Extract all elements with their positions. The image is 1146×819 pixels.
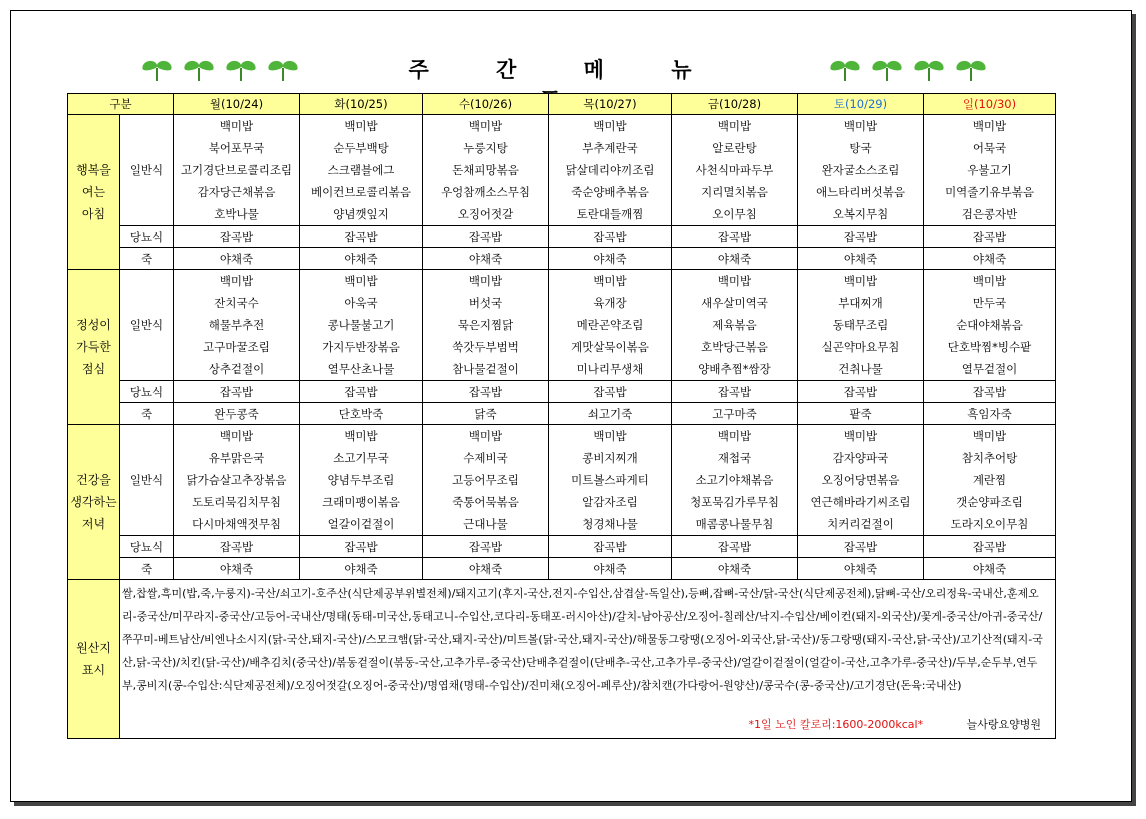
porridge-cell-tue: 단호박죽 xyxy=(300,403,423,425)
porridge-cell-fri: 고구마죽 xyxy=(672,403,798,425)
dish-item: 닭가슴살고추장볶음 xyxy=(186,473,287,487)
dish-item: 백미밥 xyxy=(717,274,752,288)
dish-item: 죽순양배추볶음 xyxy=(571,185,649,199)
dish-item: 계란찜 xyxy=(972,473,1007,487)
dish-item: 양념깻잎지 xyxy=(333,207,389,221)
origin-label xyxy=(68,580,120,739)
dish-item: 재첩국 xyxy=(717,451,752,465)
dish-item: 지리멸치볶음 xyxy=(701,185,768,199)
diabetic-cell-thu: 잡곡밥 xyxy=(549,381,672,403)
dish-item: 백미밥 xyxy=(717,429,752,443)
dish-item: 백미밥 xyxy=(344,429,378,443)
dish-item: 오이무침 xyxy=(712,207,757,221)
diabetic-cell-sun: 잡곡밥 xyxy=(924,226,1056,248)
day-header-fri: 금(10/28) xyxy=(672,94,798,115)
meal-diabetic-row xyxy=(68,226,1056,248)
meal-section-label-line: 건강을 xyxy=(76,473,111,487)
meal-section-label-line: 가득한 xyxy=(76,340,111,354)
porridge-cell-mon: 야채죽 xyxy=(174,558,300,580)
sprout-icon xyxy=(912,58,946,82)
dish-item: 백미밥 xyxy=(972,429,1007,443)
dish-item: 백미밥 xyxy=(468,429,503,443)
dish-item: 다시마채액젓무침 xyxy=(192,517,281,531)
meal-section-label xyxy=(68,270,120,425)
dish-item: 실곤약마요무침 xyxy=(821,340,900,354)
dish-item: 백미밥 xyxy=(843,119,878,133)
diabetic-cell-fri: 잡곡밥 xyxy=(672,381,798,403)
dish-item: 백미밥 xyxy=(219,429,254,443)
dish-item: 얼갈이겉절이 xyxy=(327,517,395,531)
menu-cell-tue xyxy=(300,425,423,536)
dish-item: 백미밥 xyxy=(468,274,503,288)
dish-item: 매콤콩나물무침 xyxy=(695,517,774,531)
calorie-note: *1일 노인 칼로리:1600-2000kcal* xyxy=(748,718,924,731)
dish-item: 백미밥 xyxy=(843,274,878,288)
porridge-cell-mon: 완두콩죽 xyxy=(174,403,300,425)
porridge-cell-sun: 야채죽 xyxy=(924,248,1056,270)
dish-item: 미트볼스파게티 xyxy=(571,473,649,487)
dish-item: 갯순양파조림 xyxy=(956,495,1023,509)
general-diet-label: 일반식 xyxy=(120,425,174,536)
dish-item: 메란곤약조림 xyxy=(576,318,644,332)
dish-item: 근대나물 xyxy=(463,517,508,531)
meal-diabetic-row xyxy=(68,381,1056,403)
origin-footer xyxy=(748,713,1041,736)
dish-item: 수제비국 xyxy=(463,451,508,465)
day-header-sun: 일(10/30) xyxy=(924,94,1056,115)
dish-item: 돈채피망볶음 xyxy=(452,163,519,177)
diabetic-diet-label: 당뇨식 xyxy=(120,536,174,558)
diabetic-cell-tue: 잡곡밥 xyxy=(300,536,423,558)
meal-section-label xyxy=(68,115,120,270)
porridge-label: 죽 xyxy=(120,403,174,425)
hospital-name: 늘사랑요양병원 xyxy=(966,718,1041,731)
dish-item: 유부맑은국 xyxy=(208,451,265,465)
menu-cell-sat xyxy=(798,425,924,536)
menu-cell-fri xyxy=(672,270,798,381)
dish-item: 고기경단브로콜리조림 xyxy=(180,163,293,177)
dish-item: 참치추어탕 xyxy=(961,451,1018,465)
diabetic-cell-sat: 잡곡밥 xyxy=(798,226,924,248)
dish-item: 버섯국 xyxy=(468,296,503,310)
menu-cell-thu xyxy=(549,270,672,381)
dish-item: 우불고기 xyxy=(967,163,1012,177)
diabetic-cell-thu: 잡곡밥 xyxy=(549,226,672,248)
dish-item: 누룽지탕 xyxy=(463,141,508,155)
dish-item: 아욱국 xyxy=(344,296,378,310)
diabetic-cell-mon: 잡곡밥 xyxy=(174,381,300,403)
dish-item: 백미밥 xyxy=(972,274,1007,288)
dish-item: 제육볶음 xyxy=(712,318,757,332)
dish-item: 연근해바라기씨조림 xyxy=(810,495,911,509)
dish-item: 열무산초나물 xyxy=(327,362,395,376)
day-header-mon: 월(10/24) xyxy=(174,94,300,115)
sprout-icon xyxy=(266,58,300,82)
origin-label-line: 표시 xyxy=(81,663,106,677)
menu-cell-fri xyxy=(672,115,798,226)
dish-item: 백미밥 xyxy=(219,274,254,288)
dish-item: 참나물겉절이 xyxy=(452,362,519,376)
dish-item: 알감자조림 xyxy=(582,495,638,509)
dish-item: 건취나물 xyxy=(838,362,883,376)
menu-cell-mon xyxy=(174,270,300,381)
porridge-cell-fri: 야채죽 xyxy=(672,248,798,270)
porridge-cell-fri: 야채죽 xyxy=(672,558,798,580)
dish-item: 육개장 xyxy=(593,296,627,310)
porridge-cell-wed: 야채죽 xyxy=(423,248,549,270)
menu-cell-sun xyxy=(924,425,1056,536)
menu-cell-wed xyxy=(423,425,549,536)
meal-general-row xyxy=(68,115,1056,226)
menu-cell-wed xyxy=(423,270,549,381)
dish-item: 동태무조림 xyxy=(832,318,889,332)
diabetic-cell-sat: 잡곡밥 xyxy=(798,536,924,558)
meal-section-label xyxy=(68,425,120,580)
menu-cell-sun xyxy=(924,270,1056,381)
diabetic-diet-label: 당뇨식 xyxy=(120,381,174,403)
dish-item: 백미밥 xyxy=(972,119,1007,133)
diabetic-diet-label: 당뇨식 xyxy=(120,226,174,248)
meal-section-label-line: 점심 xyxy=(81,362,106,376)
dish-item: 백미밥 xyxy=(344,119,378,133)
menu-cell-wed xyxy=(423,115,549,226)
porridge-cell-sat: 팥죽 xyxy=(798,403,924,425)
dish-item: 오복지무침 xyxy=(832,207,889,221)
meal-porridge-row xyxy=(68,248,1056,270)
menu-cell-thu xyxy=(549,115,672,226)
porridge-cell-sun: 야채죽 xyxy=(924,558,1056,580)
dish-item: 소고기무국 xyxy=(333,451,389,465)
page-title: 주 간 메 뉴 xyxy=(408,58,722,82)
dish-item: 부대찌개 xyxy=(838,296,883,310)
porridge-cell-wed: 닭죽 xyxy=(423,403,549,425)
porridge-label: 죽 xyxy=(120,558,174,580)
dish-item: 스크램블에그 xyxy=(327,163,395,177)
dish-item: 순대야채볶음 xyxy=(956,318,1023,332)
menu-cell-tue xyxy=(300,115,423,226)
diabetic-cell-sat: 잡곡밥 xyxy=(798,381,924,403)
meal-porridge-row xyxy=(68,403,1056,425)
dish-item: 순두부백탕 xyxy=(333,141,389,155)
meal-section-label-line: 아침 xyxy=(81,207,106,221)
dish-item: 토란대들깨찜 xyxy=(576,207,644,221)
dish-item: 소고기야채볶음 xyxy=(695,473,774,487)
dish-item: 미역줄기유부볶음 xyxy=(945,185,1034,199)
porridge-cell-thu: 야채죽 xyxy=(549,248,672,270)
menu-cell-sat xyxy=(798,115,924,226)
diabetic-cell-wed: 잡곡밥 xyxy=(423,226,549,248)
meal-section-label-line: 정성이 xyxy=(76,318,111,332)
dish-item: 고구마꿀조림 xyxy=(203,340,270,354)
sprout-icon xyxy=(954,58,988,82)
sprout-decoration-right xyxy=(828,58,988,82)
menu-cell-fri xyxy=(672,425,798,536)
origin-text: 쌀,찹쌀,흑미(밥,죽,누룽지)-국산/쇠고기-호주산(식단제공부위별전체)/돼지고기(후지-국산,전지-수입산,삼겹살-독일산),등뼈,잡뼈-국산/닭-국산(식단제공전체),닭뼈-국산/오리정육-국내산,훈제오리-중국산/미꾸라지-중국산/고등어-국내산/명태(동태-미국산,동태고니-수입산,코다리-동태포-러시아산)/갈치-남아공산/오징어-칠레산/낙지-수입산/베이컨(돼지-외국산)/꽃게-중국산/아귀-중국산/쭈꾸미-베트남산/비엔나소시지(닭-국산,돼지-국산)/스모크햄(닭-국산,돼지-국산)/미트볼(닭-국산,돼지-국산)/해물동그랑땡(오징어-외국산,닭-국산)/동그랑땡(돼지-국산,닭-국산)/고기산적(돼지-국산,닭-국산)/치킨(닭-국산)/배추김치(중국산)/볶동겉절이(볶동-국산,고추가루-중국산)단배추겉절이(단배추-국산,고추가루-중국산)/얼갈이겉절이(얼갈이-국산,고추가루-중국산)/두부,순두부,연두부,콩비지(콩-수입산:식단제공전체)/오징어젓갈(오징어-중국산)/명엽채(명태-수입산)/진미채(오징어-페루산)/참치캔(가다랑어-원양산)/콩국수(콩-중국산)/고기경단(돈육:국내산) xyxy=(122,587,1043,692)
dish-item: 크래미팽이볶음 xyxy=(322,495,400,509)
meal-body xyxy=(68,115,1056,580)
dish-item: 죽통어묵볶음 xyxy=(452,495,519,509)
meal-section-label-line: 생각하는 xyxy=(70,495,117,509)
menu-cell-thu xyxy=(549,425,672,536)
dish-item: 감자당근채볶음 xyxy=(197,185,276,199)
meal-section-label-line: 여는 xyxy=(81,185,106,199)
dish-item: 새우살미역국 xyxy=(701,296,768,310)
dish-item: 호박나물 xyxy=(214,207,259,221)
dish-item: 백미밥 xyxy=(593,429,627,443)
dish-item: 북어포무국 xyxy=(208,141,265,155)
dish-item: 우엉참깨소스무침 xyxy=(441,185,530,199)
dish-item: 콩비지찌개 xyxy=(582,451,638,465)
diabetic-cell-mon: 잡곡밥 xyxy=(174,226,300,248)
dish-item: 탕국 xyxy=(849,141,872,155)
dish-item: 가지두반장볶음 xyxy=(322,340,400,354)
dish-item: 오징어당면볶음 xyxy=(821,473,900,487)
day-header-tue: 화(10/25) xyxy=(300,94,423,115)
diabetic-cell-wed: 잡곡밥 xyxy=(423,536,549,558)
porridge-cell-tue: 야채죽 xyxy=(300,248,423,270)
header-row xyxy=(68,94,1056,115)
dish-item: 고등어무조림 xyxy=(452,473,519,487)
porridge-cell-sat: 야채죽 xyxy=(798,558,924,580)
dish-item: 상추겉절이 xyxy=(208,362,265,376)
weekly-menu-table xyxy=(67,93,1056,739)
dish-item: 어묵국 xyxy=(972,141,1007,155)
dish-item: 백미밥 xyxy=(593,119,627,133)
dish-item: 완자굴소스조림 xyxy=(821,163,900,177)
dish-item: 잔치국수 xyxy=(214,296,259,310)
dish-item: 청경채나물 xyxy=(582,517,638,531)
dish-item: 알로란탕 xyxy=(712,141,757,155)
day-header-sat: 토(10/29) xyxy=(798,94,924,115)
diabetic-cell-fri: 잡곡밥 xyxy=(672,536,798,558)
dish-item: 양념두부조림 xyxy=(327,473,395,487)
dish-item: 단호박찜*빙수팥 xyxy=(947,340,1032,354)
dish-item: 청포묵김가루무침 xyxy=(690,495,779,509)
dish-item: 백미밥 xyxy=(344,274,378,288)
sprout-icon xyxy=(182,58,216,82)
diabetic-cell-mon: 잡곡밥 xyxy=(174,536,300,558)
dish-item: 사천식마파두부 xyxy=(695,163,774,177)
dish-item: 애느타리버섯볶음 xyxy=(816,185,905,199)
meal-porridge-row xyxy=(68,558,1056,580)
diabetic-cell-tue: 잡곡밥 xyxy=(300,226,423,248)
dish-item: 오징어젓갈 xyxy=(457,207,514,221)
dish-item: 게맛살묵이볶음 xyxy=(571,340,649,354)
dish-item: 백미밥 xyxy=(843,429,878,443)
sprout-icon xyxy=(140,58,174,82)
sprout-decoration-left xyxy=(140,58,300,82)
sprout-icon xyxy=(870,58,904,82)
meal-diabetic-row xyxy=(68,536,1056,558)
dish-item: 도라지오이무침 xyxy=(950,517,1029,531)
general-diet-label: 일반식 xyxy=(120,115,174,226)
origin-info xyxy=(120,580,1056,739)
dish-item: 닭살데리야끼조림 xyxy=(565,163,655,177)
dish-item: 쑥갓두부범벅 xyxy=(452,340,519,354)
menu-cell-sat xyxy=(798,270,924,381)
dish-item: 감자양파국 xyxy=(832,451,889,465)
dish-item: 양배추찜*쌈장 xyxy=(698,362,771,376)
general-diet-label: 일반식 xyxy=(120,270,174,381)
meal-general-row xyxy=(68,425,1056,536)
dish-item: 만두국 xyxy=(972,296,1007,310)
dish-item: 열무겉절이 xyxy=(961,362,1018,376)
meal-section-label-line: 행복을 xyxy=(76,163,111,177)
dish-item: 백미밥 xyxy=(717,119,752,133)
dish-item: 백미밥 xyxy=(593,274,627,288)
porridge-cell-sun: 흑임자죽 xyxy=(924,403,1056,425)
dish-item: 도토리묵김치무침 xyxy=(192,495,281,509)
dish-item: 백미밥 xyxy=(219,119,254,133)
dish-item: 부추계란국 xyxy=(582,141,638,155)
diabetic-cell-sun: 잡곡밥 xyxy=(924,381,1056,403)
dish-item: 콩나물불고기 xyxy=(327,318,395,332)
diabetic-cell-wed: 잡곡밥 xyxy=(423,381,549,403)
menu-cell-mon xyxy=(174,115,300,226)
day-header-wed: 수(10/26) xyxy=(423,94,549,115)
diabetic-cell-sun: 잡곡밥 xyxy=(924,536,1056,558)
sprout-icon xyxy=(828,58,862,82)
origin-row xyxy=(68,580,1056,739)
porridge-cell-mon: 야채죽 xyxy=(174,248,300,270)
menu-cell-mon xyxy=(174,425,300,536)
dish-item: 베이컨브로콜리볶음 xyxy=(311,185,411,199)
porridge-cell-thu: 쇠고기죽 xyxy=(549,403,672,425)
meal-general-row xyxy=(68,270,1056,381)
porridge-cell-wed: 야채죽 xyxy=(423,558,549,580)
meal-section-label-line: 저녁 xyxy=(81,517,106,531)
porridge-cell-thu: 야채죽 xyxy=(549,558,672,580)
dish-item: 묵은지찜닭 xyxy=(457,318,514,332)
dish-item: 치커리겉절이 xyxy=(827,517,894,531)
diabetic-cell-thu: 잡곡밥 xyxy=(549,536,672,558)
menu-cell-sun xyxy=(924,115,1056,226)
diabetic-cell-fri: 잡곡밥 xyxy=(672,226,798,248)
dish-item: 미나리무생채 xyxy=(576,362,644,376)
porridge-cell-sat: 야채죽 xyxy=(798,248,924,270)
header-label: 구분 xyxy=(68,94,174,115)
dish-item: 호박당근볶음 xyxy=(701,340,768,354)
diabetic-cell-tue: 잡곡밥 xyxy=(300,381,423,403)
menu-cell-tue xyxy=(300,270,423,381)
porridge-cell-tue: 야채죽 xyxy=(300,558,423,580)
dish-item: 백미밥 xyxy=(468,119,503,133)
dish-item: 검은콩자반 xyxy=(961,207,1018,221)
dish-item: 해물부추전 xyxy=(208,318,265,332)
porridge-label: 죽 xyxy=(120,248,174,270)
day-header-thu: 목(10/27) xyxy=(549,94,672,115)
sprout-icon xyxy=(224,58,258,82)
origin-label-line: 원산지 xyxy=(76,641,111,655)
